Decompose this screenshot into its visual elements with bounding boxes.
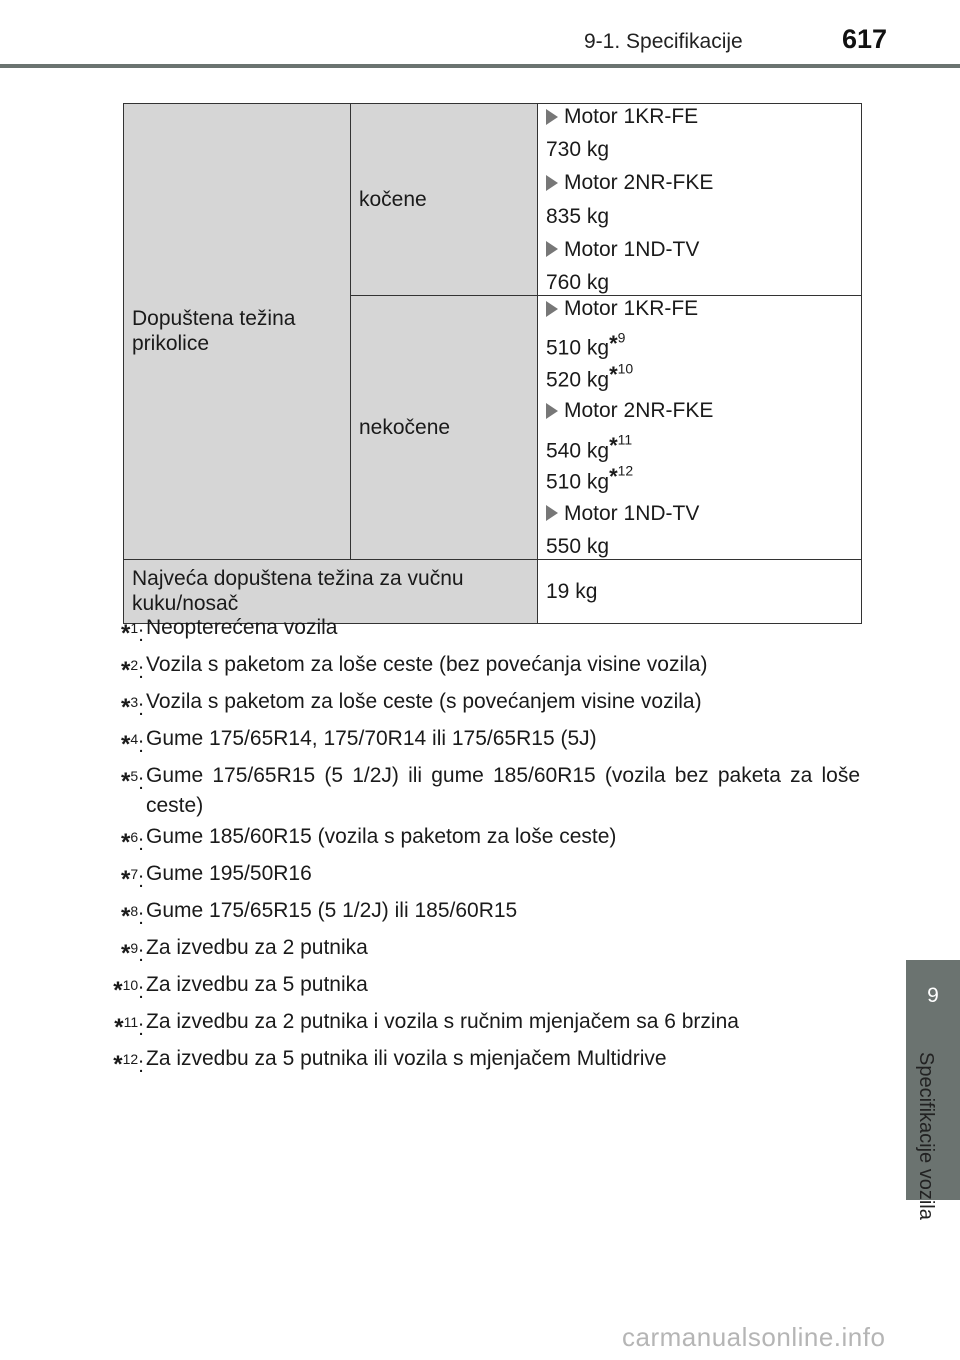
weight-value: 730 kg [546,138,610,162]
chapter-number: 9 [927,984,939,1007]
asterisk-icon: *$^{11}$: [114,1014,144,1041]
footnote-item [100,970,860,1007]
footnote-item [100,724,860,761]
footnote-item [100,1007,860,1044]
triangle-right-icon [546,109,558,125]
asterisk-icon: *$^{10}$: [113,977,144,1004]
weight-value: 550 kg [546,534,610,558]
footnote-text: Vozila s paketom za loše ceste (s povećanjem visine vozila) [146,690,702,713]
header-rule [0,64,960,68]
footnote-item [100,933,860,970]
asterisk-icon: *$^2$: [121,657,144,684]
page-number: 617 [842,24,888,54]
list-item [546,170,853,195]
asterisk-icon: *$^8$: [121,903,144,930]
motor-name: Motor 1ND-TV [564,237,700,261]
asterisk-icon: *$^9$: [121,940,144,967]
asterisk-icon: *$^{11}$ [609,431,633,458]
triangle-right-icon [546,241,558,257]
list-item [546,296,853,321]
triangle-right-icon [546,505,558,521]
footnote-text: Gume 195/50R16 [146,862,312,885]
footnote-text: Vozila s paketom za loše ceste (bez povećanja visine vozila) [146,653,708,676]
footnote-item [100,761,860,821]
triangle-right-icon [546,301,558,317]
weight-value: 510 kg*$^9$ [546,329,626,360]
list-item [546,237,853,262]
asterisk-icon: *$^5$: [121,768,144,795]
chapter-label: Specifikacije vozila [915,1052,937,1220]
footnote-item [100,896,860,933]
weight-value: 510 kg*$^{12}$ [546,463,634,494]
motor-name: Motor 1ND-TV [564,501,700,525]
unbraked-values [538,296,862,560]
footnote-item [100,613,860,650]
footnote-text: Za izvedbu za 2 putnika i vozila s ručnim mjenjačem sa 6 brzina [146,1010,739,1033]
footnote-item [100,1044,860,1081]
motor-name: Motor 2NR-FKE [564,171,714,195]
footnote-text: Za izvedbu za 2 putnika [146,936,368,959]
asterisk-icon: *$^{12}$: [113,1051,144,1078]
footnote-item [100,859,860,896]
footnote-text: Gume 175/65R15 (5 1/2J) ili gume 185/60R15 (vozila bez paketa za loše ceste) [146,764,860,817]
triangle-right-icon [546,175,558,191]
braked-label: kočene [351,104,538,296]
watermark: carmanualsonline.info [622,1322,886,1352]
weight-value: 760 kg [546,270,610,294]
towbar-value: 19 kg [538,559,862,623]
trailer-weight-label: Dopuštena težina prikolice [124,104,351,560]
trailer-weight-table [123,103,862,624]
asterisk-icon: *$^7$: [121,866,144,893]
list-item [546,398,853,423]
footnote-text: Gume 175/65R14, 175/70R14 ili 175/65R15 (5J) [146,727,597,750]
section-title: 9-1. Specifikacije [584,30,743,53]
asterisk-icon: *$^6$: [121,829,144,856]
asterisk-icon: *$^4$: [121,731,144,758]
motor-name: Motor 1KR-FE [564,297,699,321]
triangle-right-icon [546,403,558,419]
list-item [546,104,853,129]
asterisk-icon: *$^{10}$ [609,360,634,388]
asterisk-icon: *$^9$ [609,329,626,356]
footnote-text: Gume 175/65R15 (5 1/2J) ili 185/60R15 [146,899,518,922]
list-item [546,501,853,526]
motor-name: Motor 2NR-FKE [564,399,714,423]
motor-name: Motor 1KR-FE [564,105,699,128]
braked-values [538,104,862,296]
footnote-item [100,822,860,859]
asterisk-icon: *$^1$: [121,620,144,647]
footnote-item [100,650,860,687]
footnote-item [100,687,860,724]
footnote-text: Za izvedbu za 5 putnika [146,973,368,996]
weight-value: 540 kg*$^{11}$ [546,431,633,462]
asterisk-icon: *$^{12}$ [609,463,634,490]
footnote-text: Gume 185/60R15 (vozila s paketom za loše ceste) [146,825,617,848]
footnote-text: Za izvedbu za 5 putnika ili vozila s mjenjačem Multidrive [146,1047,667,1070]
unbraked-label: nekočene [351,296,538,560]
weight-value: 520 kg*$^{10}$ [546,360,634,392]
weight-value: 835 kg [546,204,610,228]
asterisk-icon: *$^3$: [121,694,144,721]
footnote-text: Neopterećena vozila [146,616,338,639]
towbar-label: Najveća dopuštena težina za vučnu kuku/nosač [124,559,538,623]
